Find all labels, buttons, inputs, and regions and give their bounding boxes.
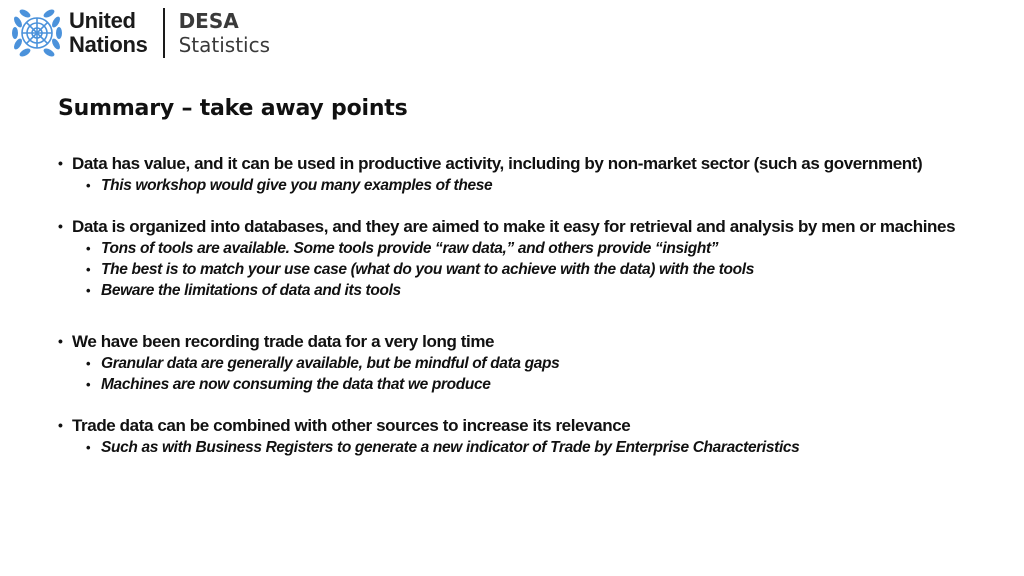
bullet-icon: • [86, 178, 91, 193]
header-logo-block [10, 6, 270, 60]
bullet-text: Trade data can be combined with other sources to increase its relevance [72, 416, 631, 435]
sub-bullet-list [86, 437, 968, 458]
dept-name-line1: DESA [178, 9, 239, 33]
sub-bullet-list [86, 353, 968, 395]
sub-bullet-item [86, 353, 968, 374]
sub-bullet-text: Machines are now consuming the data that we produce [101, 376, 491, 393]
bullet-icon: • [86, 241, 91, 256]
bullet-text: Data has value, and it can be used in productive activity, including by non-market sector (such as government) [72, 154, 923, 173]
sub-bullet-item [86, 280, 968, 301]
logo-divider [163, 8, 165, 58]
sub-bullet-item [86, 437, 968, 458]
bullet-icon: • [58, 218, 63, 234]
sub-bullet-text: Tons of tools are available. Some tools provide “raw data,” and others provide “insight” [101, 240, 719, 257]
org-name-line1: United [69, 8, 136, 33]
bullet-icon: • [58, 417, 63, 433]
bullet-icon: • [86, 377, 91, 392]
sub-bullet-item [86, 238, 968, 259]
sub-bullet-text: The best is to match your use case (what do you want to achieve with the data) with the tools [101, 261, 755, 278]
bullet-text: Data is organized into databases, and they are aimed to make it easy for retrieval and analysis by men or machines [72, 217, 956, 236]
sub-bullet-list [86, 238, 968, 301]
sub-bullet-text: Such as with Business Registers to generate a new indicator of Trade by Enterprise Characteristics [101, 439, 800, 456]
bullet-icon: • [86, 262, 91, 277]
dept-name-line2: Statistics [178, 33, 271, 57]
bullet-point [58, 332, 968, 395]
slide-title: Summary – take away points [58, 96, 408, 121]
sub-bullet-item [86, 175, 968, 196]
bullet-icon: • [58, 333, 63, 349]
bullet-list [58, 154, 968, 458]
sub-bullet-text: This workshop would give you many examples of these [101, 177, 493, 194]
org-name-line2: Nations [69, 32, 148, 57]
desa-wordmark [179, 9, 270, 57]
sub-bullet-text: Granular data are generally available, but be mindful of data gaps [101, 355, 560, 372]
bullet-point [58, 154, 968, 196]
bullet-text: We have been recording trade data for a very long time [72, 332, 495, 351]
sub-bullet-item [86, 374, 968, 395]
sub-bullet-item [86, 259, 968, 280]
bullet-icon: • [86, 440, 91, 455]
sub-bullet-list [86, 175, 968, 196]
bullet-point [58, 217, 968, 301]
bullet-point [58, 416, 968, 458]
bullet-icon: • [58, 155, 63, 171]
sub-bullet-text: Beware the limitations of data and its tools [101, 282, 401, 299]
un-emblem-icon [10, 6, 64, 60]
bullet-icon: • [86, 283, 91, 298]
un-wordmark [69, 9, 148, 57]
bullet-icon: • [86, 356, 91, 371]
